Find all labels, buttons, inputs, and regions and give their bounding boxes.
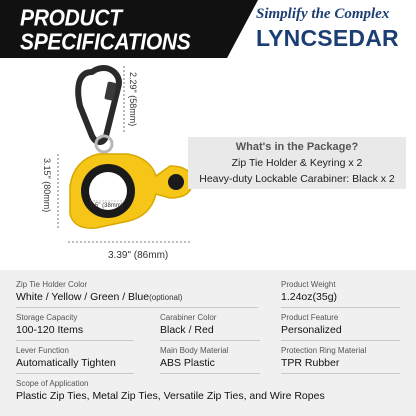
- divider: [281, 373, 400, 374]
- spec-value: TPR Rubber: [281, 357, 340, 369]
- spec-label: Zip Tie Holder Color: [16, 280, 88, 289]
- specifications-table: [0, 270, 416, 416]
- spec-value: 1.24oz(35g): [281, 291, 338, 303]
- divider: [16, 307, 258, 308]
- spec-value: Black / Red: [160, 324, 214, 336]
- spec-value-main: White / Yellow / Green / Blue: [16, 291, 150, 303]
- spec-value: [16, 290, 182, 305]
- spec-carabiner-color: [160, 313, 216, 337]
- spec-value: ABS Plastic: [160, 357, 215, 369]
- spec-label: Main Body Material: [160, 346, 229, 355]
- brand-tagline: Simplify the Complex: [256, 6, 390, 22]
- spec-label: Lever Function: [16, 346, 69, 355]
- spec-lever: [16, 346, 116, 370]
- spec-label: Storage Capacity: [16, 313, 78, 322]
- page-title-line2: SPECIFICATIONS: [20, 29, 191, 56]
- spec-ring-material: [281, 346, 366, 370]
- spec-label: Product Weight: [281, 280, 336, 289]
- brand-logo-text: LYNCSEDAR: [256, 25, 399, 51]
- holder-height-label: 3.15" (80mm): [42, 158, 52, 213]
- zip-tie-holder-icon: [70, 154, 192, 228]
- spec-label: Carabiner Color: [160, 313, 217, 322]
- spec-feature: [281, 313, 342, 337]
- spec-label: Protection Ring Material: [281, 346, 367, 355]
- package-title: What's in the Package?: [235, 141, 359, 153]
- spec-label: Scope of Application: [16, 379, 89, 388]
- divider: [16, 373, 134, 374]
- holder-width-label: 3.39" (86mm): [108, 250, 169, 261]
- package-item: Heavy-duty Lockable Carabiner: Black x 2: [199, 173, 395, 185]
- spec-capacity: [16, 313, 83, 337]
- divider: [16, 340, 134, 341]
- divider: [281, 340, 400, 341]
- package-contents-box: [188, 137, 406, 189]
- page-title-line1: PRODUCT: [20, 5, 122, 32]
- spec-value: Plastic Zip Ties, Metal Zip Ties, Versatile Zip Ties, and Wire Ropes: [16, 390, 325, 402]
- divider: [160, 340, 260, 341]
- divider: [160, 373, 260, 374]
- spec-holder-color: [16, 280, 182, 305]
- spec-value: 100-120 Items: [16, 324, 84, 336]
- spec-value-note: (optional): [149, 293, 183, 302]
- spec-scope: [16, 379, 325, 403]
- package-item: Zip Tie Holder & Keyring x 2: [231, 157, 363, 169]
- spec-body-material: [160, 346, 228, 370]
- spec-value: Personalized: [281, 324, 342, 336]
- carabiner-height-label: 2.29" (58mm): [128, 72, 138, 127]
- spec-value: Automatically Tighten: [16, 357, 116, 369]
- spec-label: Product Feature: [281, 313, 339, 322]
- divider: [281, 307, 400, 308]
- carabiner-icon: [78, 68, 119, 142]
- spec-weight: [281, 280, 337, 304]
- inner-diameter-label: 1.5" (38mm): [90, 203, 123, 209]
